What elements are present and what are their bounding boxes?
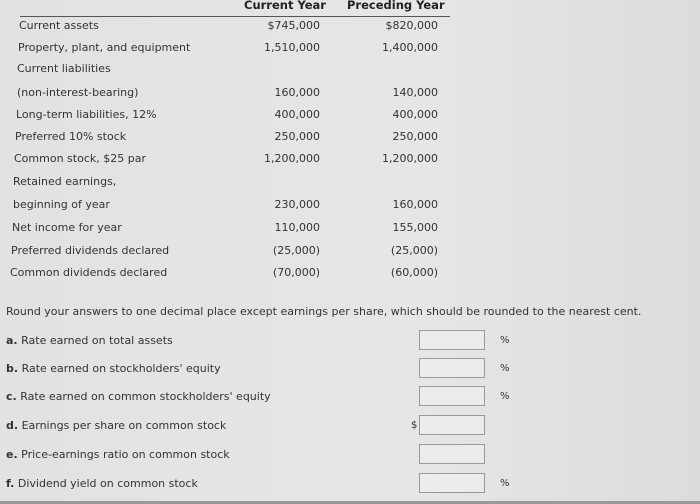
question-letter: c. xyxy=(6,390,17,403)
current-year-value: 1,200,000 xyxy=(264,152,320,165)
question-text: Rate earned on total assets xyxy=(21,334,173,347)
instructions: Round your answers to one decimal place except earnings per share, which should be rounded to the nearest cent. xyxy=(6,305,642,318)
preceding-year-value: 250,000 xyxy=(392,130,438,143)
row-label: Preferred dividends declared xyxy=(11,244,170,257)
row-label: Property, plant, and equipment xyxy=(18,41,191,54)
answer-input[interactable] xyxy=(419,415,485,435)
table-row xyxy=(0,130,460,150)
question-label xyxy=(6,419,226,432)
question-text: Earnings per share on common stock xyxy=(21,419,227,432)
percent-sign: % xyxy=(500,478,510,489)
row-label: Net income for year xyxy=(12,221,122,234)
question-label xyxy=(6,362,221,375)
question-label xyxy=(6,334,173,347)
question-label xyxy=(6,477,198,490)
table-row xyxy=(0,221,460,241)
row-label: Retained earnings, xyxy=(13,175,117,188)
percent-sign: % xyxy=(500,363,510,374)
table-row xyxy=(0,152,460,172)
question-b xyxy=(6,358,526,380)
header-preceding-year: Preceding Year xyxy=(347,0,445,12)
preceding-year-value: (60,000) xyxy=(390,266,438,279)
preceding-year-value: 155,000 xyxy=(392,221,438,234)
question-text: Dividend yield on common stock xyxy=(17,477,198,490)
question-f xyxy=(6,473,526,495)
current-year-value: (25,000) xyxy=(272,244,320,257)
header-current-year: Current Year xyxy=(244,0,326,12)
question-text: Rate earned on common stockholders' equity xyxy=(20,390,271,403)
current-year-value: 160,000 xyxy=(274,86,320,99)
preceding-year-value: 140,000 xyxy=(392,86,438,99)
percent-sign: % xyxy=(500,335,510,346)
table-row xyxy=(0,62,460,82)
row-label: Preferred 10% stock xyxy=(15,130,127,143)
table-row xyxy=(0,198,460,218)
answer-input[interactable] xyxy=(419,386,485,406)
question-text: Price-earnings ratio on common stock xyxy=(21,448,230,461)
row-label: Common dividends declared xyxy=(10,266,168,279)
preceding-year-value: 1,200,000 xyxy=(382,152,438,165)
preceding-year-value: $820,000 xyxy=(385,19,438,32)
question-e xyxy=(6,444,526,466)
dollar-sign: $ xyxy=(411,420,418,431)
answer-input[interactable] xyxy=(419,330,485,350)
table-row xyxy=(0,108,460,128)
current-year-value: 110,000 xyxy=(274,221,320,234)
row-label: Long-term liabilities, 12% xyxy=(16,108,157,121)
question-label xyxy=(6,390,271,403)
current-year-value: 230,000 xyxy=(274,198,320,211)
row-label: beginning of year xyxy=(13,198,110,211)
current-year-value: 400,000 xyxy=(274,108,320,121)
question-c xyxy=(6,386,526,408)
table-row xyxy=(0,266,460,286)
question-a xyxy=(6,330,526,352)
preceding-year-value: (25,000) xyxy=(390,244,438,257)
answer-input[interactable] xyxy=(419,444,485,464)
table-row xyxy=(0,86,460,106)
answer-input[interactable] xyxy=(419,473,485,493)
question-letter: f. xyxy=(6,477,15,490)
question-label xyxy=(6,448,230,461)
current-year-value: $745,000 xyxy=(267,19,320,32)
percent-sign: % xyxy=(500,391,510,402)
preceding-year-value: 160,000 xyxy=(392,198,438,211)
table-row xyxy=(0,19,460,39)
table-row xyxy=(0,41,460,61)
row-label: Current liabilities xyxy=(17,62,111,75)
question-letter: b. xyxy=(6,362,19,375)
current-year-value: (70,000) xyxy=(272,266,320,279)
table-row xyxy=(0,244,460,264)
preceding-year-value: 1,400,000 xyxy=(382,41,438,54)
row-label: Common stock, $25 par xyxy=(14,152,146,165)
question-letter: a. xyxy=(6,334,18,347)
question-text: Rate earned on stockholders' equity xyxy=(21,362,221,375)
question-letter: e. xyxy=(6,448,18,461)
preceding-year-value: 400,000 xyxy=(392,108,438,121)
question-d xyxy=(6,415,526,437)
current-year-value: 250,000 xyxy=(274,130,320,143)
question-letter: d. xyxy=(6,419,19,432)
header-divider xyxy=(20,16,450,17)
current-year-value: 1,510,000 xyxy=(264,41,320,54)
row-label: (non-interest-bearing) xyxy=(17,86,139,99)
row-label: Current assets xyxy=(19,19,99,32)
answer-input[interactable] xyxy=(419,358,485,378)
table-row xyxy=(0,175,460,195)
